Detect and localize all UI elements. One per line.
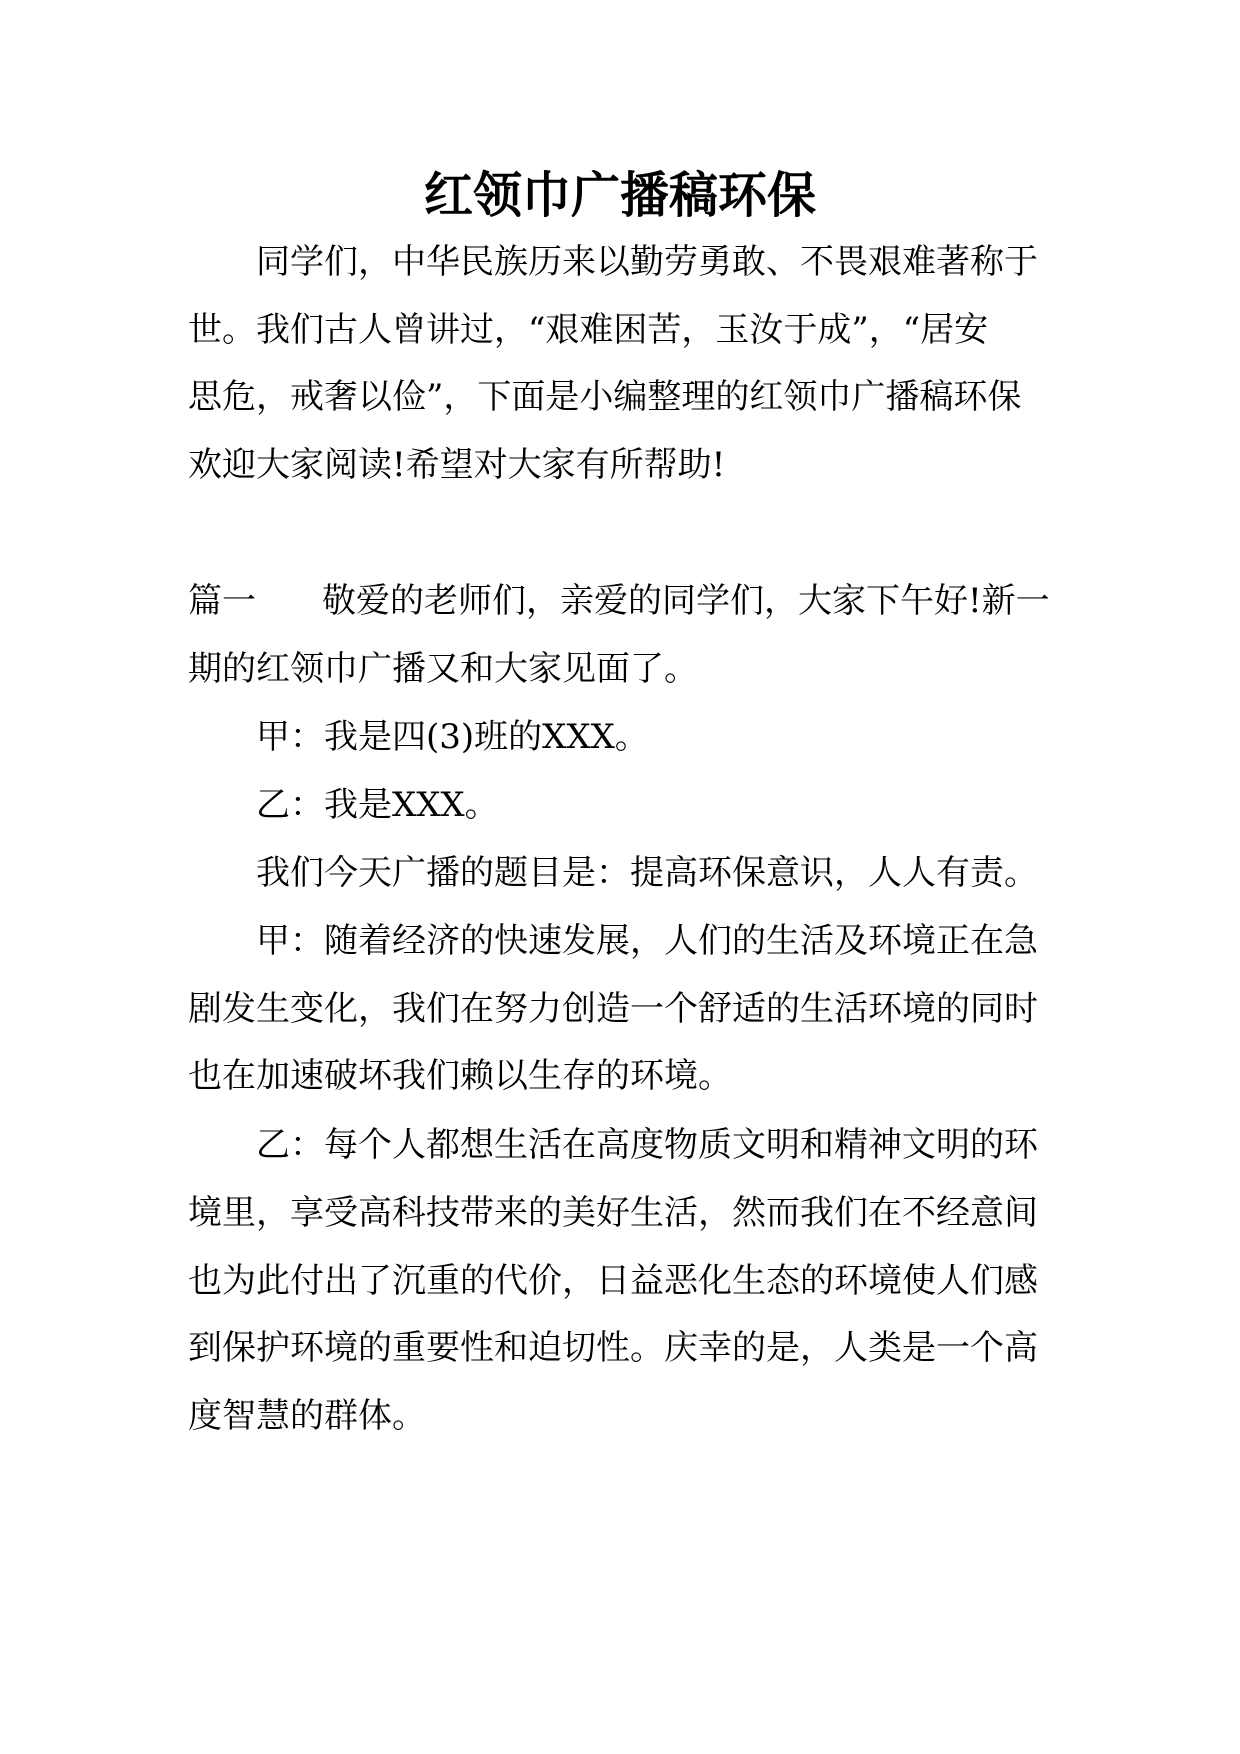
paragraph-yi-2-line-1: 乙：每个人都想生活在高度物质文明和精神文明的环	[256, 1125, 1038, 1165]
section-label: 篇一	[188, 581, 256, 621]
intro-line-4: 欢迎大家阅读!希望对大家有所帮助!	[188, 445, 726, 485]
paragraph-jia-2-line-1: 甲：随着经济的快速发展，人们的生活及环境正在急	[256, 921, 1038, 961]
paragraph-topic: 我们今天广播的题目是：提高环保意识，人人有责。	[256, 853, 1038, 893]
intro-line-1: 同学们，中华民族历来以勤劳勇敢、不畏艰难著称于	[256, 242, 1038, 282]
paragraph-jia-2-line-2: 剧发生变化，我们在努力创造一个舒适的生活环境的同时	[188, 989, 1038, 1029]
section1-line-2: 期的红领巾广播又和大家见面了。	[188, 649, 698, 689]
paragraph-yi-1: 乙：我是XXX。	[256, 785, 499, 825]
document-title: 红领巾广播稿环保	[423, 166, 816, 224]
paragraph-yi-2-line-5: 度智慧的群体。	[188, 1396, 426, 1436]
intro-line-2: 世。我们古人曾讲过，“艰难困苦，玉汝于成”，“居安	[188, 310, 989, 350]
paragraph-jia-1: 甲：我是四(3)班的XXX。	[256, 717, 649, 757]
paragraph-yi-2-line-4: 到保护环境的重要性和迫切性。庆幸的是，人类是一个高	[188, 1328, 1038, 1368]
paragraph-jia-2-line-3: 也在加速破坏我们赖以生存的环境。	[188, 1056, 732, 1096]
paragraph-yi-2-line-2: 境里，享受高科技带来的美好生活，然而我们在不经意间	[188, 1193, 1038, 1233]
section1-line-1: 敬爱的老师们，亲爱的同学们，大家下午好!新一	[322, 581, 1050, 621]
intro-line-3: 思危，戒奢以俭”，下面是小编整理的红领巾广播稿环保	[188, 377, 1022, 417]
paragraph-yi-2-line-3: 也为此付出了沉重的代价，日益恶化生态的环境使人们感	[188, 1261, 1038, 1301]
